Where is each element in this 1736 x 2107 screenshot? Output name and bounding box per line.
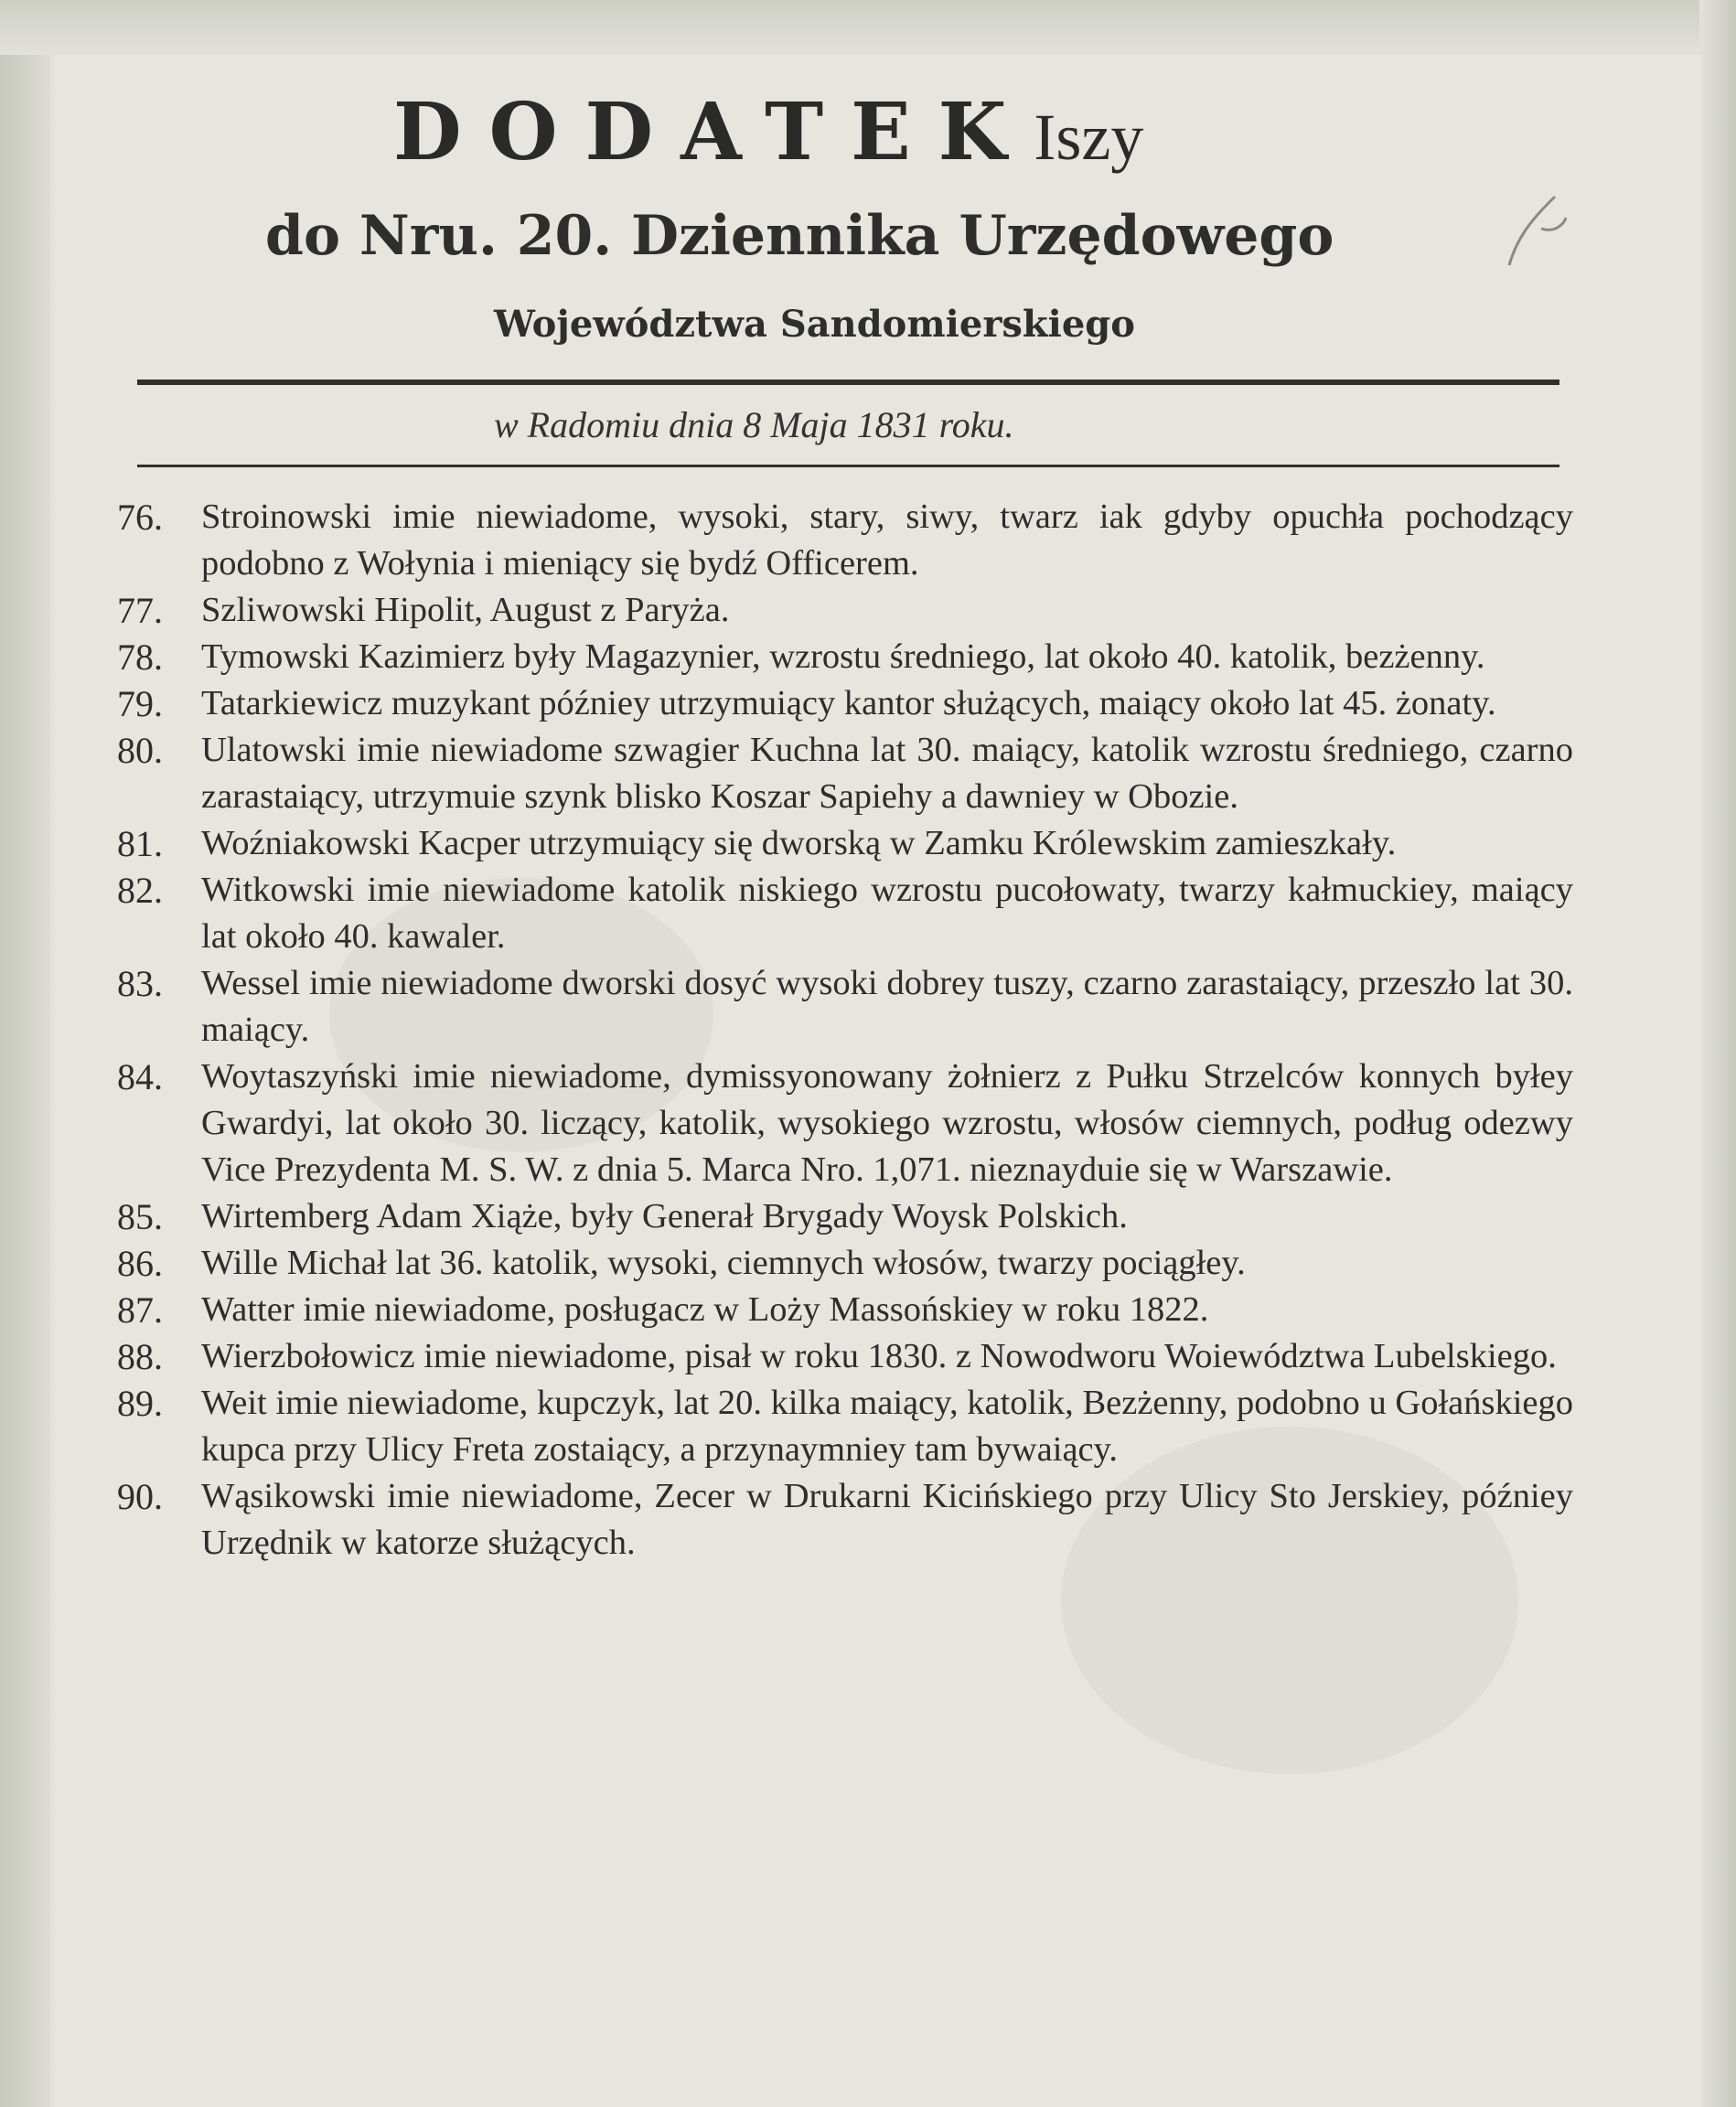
entry-number: 87. <box>117 1289 163 1331</box>
list-item <box>110 634 1573 680</box>
title-suffix: Iszy <box>1034 101 1144 174</box>
entry-text: Wessel imie niewiadome dworski dosyć wysoki dobrey tuszy, czarno zarastaiący, przeszło lat 30. maiący. <box>201 964 1573 1049</box>
header-rule-top <box>137 380 1559 385</box>
document-subtitle-region: Województwa Sandomierskiego <box>494 303 1135 346</box>
document-subtitle: do Nru. 20. Dziennika Urzędowego <box>265 204 1334 268</box>
entry-number: 84. <box>117 1056 163 1097</box>
document-title <box>393 87 1345 183</box>
entry-text: Wąsikowski imie niewiadome, Zecer w Drukarni Kicińskiego przy Ulicy Sto Jerskiey, późniey Urzędnik w katorze służących. <box>201 1477 1573 1562</box>
entry-number: 77. <box>117 590 163 631</box>
list-item <box>110 960 1573 1054</box>
entry-text: Wirtemberg Adam Xiąże, były Generał Brygady Woysk Polskich. <box>201 1197 1128 1235</box>
list-item <box>110 587 1573 634</box>
page-edge-left <box>0 0 50 2107</box>
entry-number: 83. <box>117 963 163 1004</box>
list-item <box>110 1380 1573 1473</box>
entry-number: 79. <box>117 683 163 724</box>
entry-number: 85. <box>117 1196 163 1237</box>
entry-text: Witkowski imie niewiadome katolik niskiego wzrostu pucołowaty, twarzy kałmuckiey, maiący lat około 40. kawaler. <box>201 871 1573 956</box>
list-item <box>110 1287 1573 1333</box>
entry-number: 76. <box>117 497 163 538</box>
entry-text: Wille Michał lat 36. katolik, wysoki, ciemnych włosów, twarzy pociągłey. <box>201 1244 1246 1282</box>
entry-number: 81. <box>117 823 163 864</box>
list-item <box>110 1054 1573 1193</box>
entry-text: Tymowski Kazimierz były Magazynier, wzrostu średniego, lat około 40. katolik, bezżenny. <box>201 637 1485 676</box>
list-item <box>110 1333 1573 1380</box>
list-item <box>110 727 1573 820</box>
entry-text: Woźniakowski Kacper utrzymuiący się dworską w Zamku Królewskim zamieszkały. <box>201 824 1397 862</box>
list-item <box>110 1240 1573 1287</box>
entries-list <box>110 494 1573 1567</box>
list-item <box>110 1473 1573 1567</box>
header-rule-bottom <box>137 465 1559 467</box>
list-item <box>110 867 1573 960</box>
entry-number: 90. <box>117 1476 163 1517</box>
page-edge-right <box>1699 0 1736 2107</box>
entry-number: 80. <box>117 730 163 771</box>
entry-text: Wierzbołowicz imie niewiadome, pisał w roku 1830. z Nowodworu Woiewództwa Lubelskiego. <box>201 1337 1557 1375</box>
entry-number: 88. <box>117 1336 163 1377</box>
entry-text: Woytaszyński imie niewiadome, dymissyonowany żołnierz z Pułku Strzelców konnych byłey Gwardyi, lat około 30. liczący, katolik, wysokiego wzrostu, włosów ciemnych, podług odezwy Vice Prezydenta M. S. W. z dnia 5. Marca Nro. 1,071. nieznayduie się w Warszawie. <box>201 1057 1573 1189</box>
list-item <box>110 1193 1573 1240</box>
entry-number: 78. <box>117 636 163 678</box>
handwritten-mark-icon <box>1500 192 1573 274</box>
entry-text: Weit imie niewiadome, kupczyk, lat 20. kilka maiący, katolik, Bezżenny, podobno u Gołańskiego kupca przy Ulicy Freta zostaiący, a przynaymniey tam bywaiący. <box>201 1384 1573 1469</box>
entry-number: 82. <box>117 870 163 911</box>
entry-number: 86. <box>117 1243 163 1284</box>
entry-text: Ulatowski imie niewiadome szwagier Kuchna lat 30. maiący, katolik wzrostu średniego, czarno zarastaiący, utrzymuie szynk blisko Koszar Sapiehy a dawniey w Obozie. <box>201 731 1573 816</box>
entry-text: Szliwowski Hipolit, August z Paryża. <box>201 591 730 629</box>
list-item <box>110 680 1573 727</box>
list-item <box>110 494 1573 587</box>
title-main: DODATEK <box>393 86 1034 178</box>
entry-text: Watter imie niewiadome, posługacz w Loży Massońskiey w roku 1822. <box>201 1290 1209 1329</box>
entry-number: 89. <box>117 1383 163 1424</box>
entry-text: Stroinowski imie niewiadome, wysoki, stary, siwy, twarz iak gdyby opuchła pochodzący podobno z Wołynia i mieniący się bydź Officerem. <box>201 497 1573 583</box>
entry-text: Tatarkiewicz muzykant późniey utrzymuiący kantor służących, maiący około lat 45. żonaty. <box>201 684 1496 722</box>
list-item <box>110 820 1573 867</box>
dateline: w Radomiu dnia 8 Maja 1831 roku. <box>494 404 1014 445</box>
page-edge-top <box>0 0 1736 55</box>
